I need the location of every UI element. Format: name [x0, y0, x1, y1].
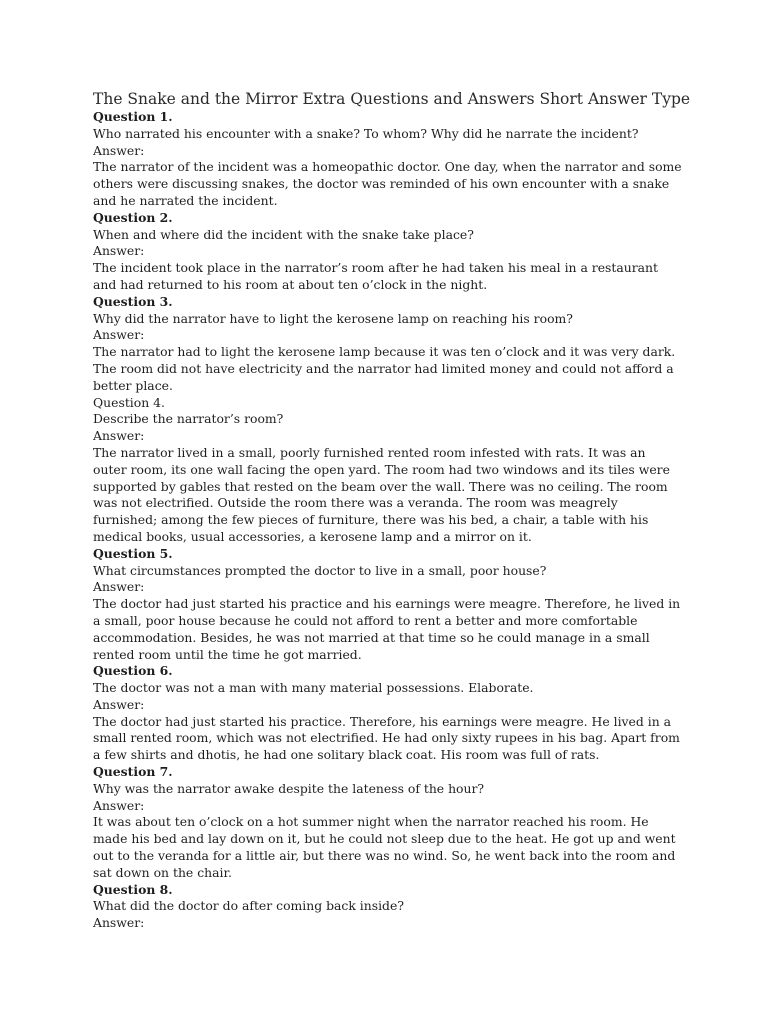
question-block-6: [93, 663, 683, 764]
question-block-3: [93, 294, 683, 395]
answer-label: Answer:: [93, 327, 145, 343]
answer-label: Answer:: [93, 915, 145, 931]
question-heading: Question 6.: [93, 663, 173, 679]
document-title: The Snake and the Mirror Extra Questions and Answers Short Answer Type: [93, 90, 691, 108]
question-heading: Question 5.: [93, 545, 173, 561]
answer-label: Answer:: [93, 797, 145, 813]
answer-text: The doctor had just started his practice and his earnings were meagre. Therefore, he lived in a small, poor house because he could not afford to rent a better and more comfortable accommodation. Besides, he was not married at that time so he could manage in a small rented room until the time he got married.: [93, 596, 681, 662]
question-heading: Question 4.: [93, 394, 165, 410]
question-text: The doctor was not a man with many material possessions. Elaborate.: [93, 680, 534, 696]
answer-text: The narrator of the incident was a homeopathic doctor. One day, when the narrator and some others were discussing snakes, the doctor was reminded of his own encounter with a snake and he narrated the incident.: [93, 159, 682, 208]
answer-text: The narrator lived in a small, poorly furnished rented room infested with rats. It was an outer room, its one wall facing the open yard. The room had two windows and its tiles were supported by gables that rested on the beam over the wall. There was no ceiling. The room was not electrified. Outside the room there was a veranda. The room was meagrely furnished; among the few pieces of furniture, there was his bed, a chair, a table with his medical books, usual accessories, a kerosene lamp and a mirror on it.: [93, 444, 670, 544]
answer-text: The doctor had just started his practice. Therefore, his earnings were meagre. He lived in a small rented room, which was not electrified. He had only sixty rupees in his bag. Apart from a few shirts and dhotis, he had one solitary black coat. His room was full of rats.: [93, 713, 680, 763]
question-text: Describe the narrator’s room?: [93, 411, 284, 427]
answer-label: Answer:: [93, 243, 145, 259]
question-block-1: [93, 109, 683, 210]
answer-text: It was about ten o’clock on a hot summer night when the narrator reached his room. He made his bed and lay down on it, but he could not sleep due to the heat. He got up and went out to the veranda for a little air, but there was no wind. So, he went back into the room and sat down on the chair.: [93, 814, 676, 880]
question-block-2: [93, 210, 683, 294]
question-text: What circumstances prompted the doctor to live in a small, poor house?: [93, 562, 547, 578]
question-block-5: [93, 546, 683, 664]
question-block-7: [93, 764, 683, 882]
question-text: What did the doctor do after coming back inside?: [93, 898, 404, 914]
answer-label: Answer:: [93, 579, 145, 595]
question-block-4: [93, 395, 683, 546]
question-text: Who narrated his encounter with a snake? To whom? Why did he narrate the incident?: [93, 125, 639, 141]
answer-label: Answer:: [93, 142, 145, 158]
question-heading: Question 7.: [93, 764, 173, 780]
question-heading: Question 3.: [93, 293, 173, 309]
question-text: Why did the narrator have to light the kerosene lamp on reaching his room?: [93, 310, 573, 326]
question-heading: Question 1.: [93, 109, 173, 124]
question-block-8: [93, 882, 683, 932]
answer-label: Answer:: [93, 696, 145, 712]
question-text: When and where did the incident with the snake take place?: [93, 226, 474, 242]
answer-text: The narrator had to light the kerosene lamp because it was ten o’clock and it was very dark. The room did not have electricity and the narrator had limited money and could not afford a better place.: [93, 344, 676, 393]
document-page: [93, 89, 691, 932]
question-text: Why was the narrator awake despite the lateness of the hour?: [93, 780, 485, 796]
question-heading: Question 8.: [93, 881, 173, 897]
answer-text: The incident took place in the narrator’s room after he had taken his meal in a restaurant and had returned to his room at about ten o’clock in the night.: [93, 260, 659, 292]
question-heading: Question 2.: [93, 209, 173, 225]
answer-label: Answer:: [93, 428, 145, 444]
